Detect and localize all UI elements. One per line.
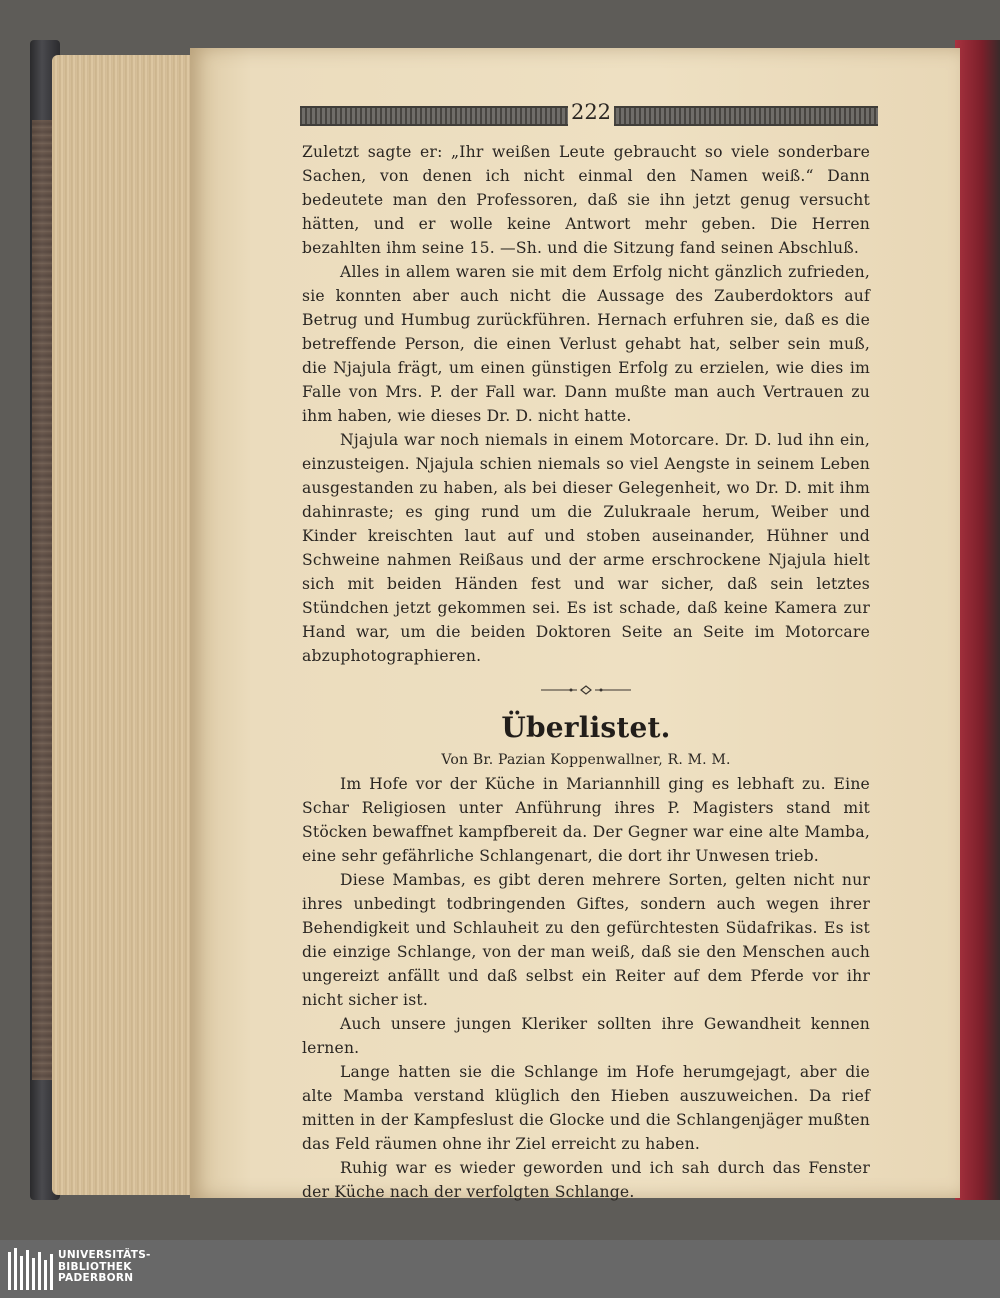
paragraph: Njajula war noch niemals in einem Motorcare. Dr. D. lud ihn ein, einzusteigen. Njajula schien niemals so viel Aengste in seinem Leben ausgestanden zu haben, als bei dieser Gelegenheit, wo Dr. D. mit ihm dahinraste; es ging rund um die Zulukraale herum, Weiber und Kinder kreischten laut auf und stoben auseinander, Hühner und Schweine nahmen Reißaus und der arme erschrockene Njajula hielt sich mit beiden Händen fest und war sicher, daß sein letztes Stündchen jetzt gekommen sei. Es ist schade, daß keine Kamera zur Hand war, um die beiden Doktoren Seite an Seite im Motorcare abzuphotographieren. (302, 431, 870, 665)
header-ornament-left (300, 106, 568, 126)
logo-line: BIBLIOTHEK (58, 1260, 132, 1273)
paragraph: Alles in allem waren sie mit dem Erfolg nicht gänzlich zufrieden, sie konnten aber auch nicht die Aussage des Zauberdoktors auf Betrug und Humbug zurückführen. Hernach erfuhren sie, daß es die betreffende Person, die einen Verlust gehabt hat, selber sein muß, die Njajula frägt, um einen günstigen Erfolg zu erzielen, wie dies im Falle von Mrs. P. der Fall war. Dann mußte man auch Vertrauen zu ihm haben, wie dieses Dr. D. nicht hatte. (302, 263, 870, 425)
paragraph: Ruhig war es wieder geworden und ich sah durch das Fenster der Küche nach der verfolgten Schlange. (302, 1159, 870, 1201)
page-number: 222 (570, 100, 612, 124)
paragraph: Im Hofe vor der Küche in Mariannhill ging es lebhaft zu. Eine Schar Religiosen unter Anführung ihres P. Magisters stand mit Stöcken bewaffnet kampfbereit da. Der Gegner war eine alte Mamba, eine sehr gefährliche Schlangenart, die dort ihr Unwesen trieb. (302, 775, 870, 865)
paragraph: Auch unsere jungen Kleriker sollten ihre Gewandheit kennen lernen. (302, 1015, 870, 1057)
paragraph: Lange hatten sie die Schlange im Hofe herumgejagt, aber die alte Mamba verstand klüglich den Hieben auszuweichen. Da rief mitten in der Kampfeslust die Glocke und die Schlangenjäger mußten das Feld räumen ohne ihr Ziel erreicht zu haben. (302, 1063, 870, 1153)
header-ornament-right (614, 106, 878, 126)
article-byline: Von Br. Pazian Koppenwallner, R. M. M. (441, 752, 731, 768)
divider-ornament-icon (541, 684, 631, 696)
library-footer (0, 1240, 1000, 1298)
logo-line: PADERBORN (58, 1272, 134, 1284)
logo-line: UNIVERSITÄTS- (58, 1249, 151, 1261)
page-stack-edges (52, 55, 202, 1195)
text-column (302, 140, 870, 1204)
paragraph: Diese Mambas, es gibt deren mehrere Sorten, gelten nicht nur ihres unbedingt todbringenden Giftes, sondern auch wegen ihrer Behendigkeit und Schlauheit zu den gefürchtesten Südafrikas. Es ist die einzige Schlange, von der man weiß, daß sie den Menschen auch ungereizt anfällt und daß selbst ein Reiter auf dem Pferde vor ihr nicht sicher ist. (302, 871, 870, 1009)
library-logo-icon (8, 1248, 54, 1292)
article-title: Überlistet. (501, 711, 671, 744)
page-header (300, 100, 878, 124)
section-divider (302, 680, 870, 700)
book-cover-right (955, 40, 1000, 1200)
paragraph: Zuletzt sagte er: „Ihr weißen Leute gebraucht so viele sonderbare Sachen, von denen ich nicht einmal den Namen weiß.“ Dann bedeutete man den Professoren, daß sie ihn jetzt genug versucht hätten, und er wolle keine Antwort mehr geben. Die Herren bezahlten ihm seine 15. —Sh. und die Sitzung fand seinen Abschluß. (302, 143, 870, 257)
library-logo-text (58, 1250, 151, 1285)
